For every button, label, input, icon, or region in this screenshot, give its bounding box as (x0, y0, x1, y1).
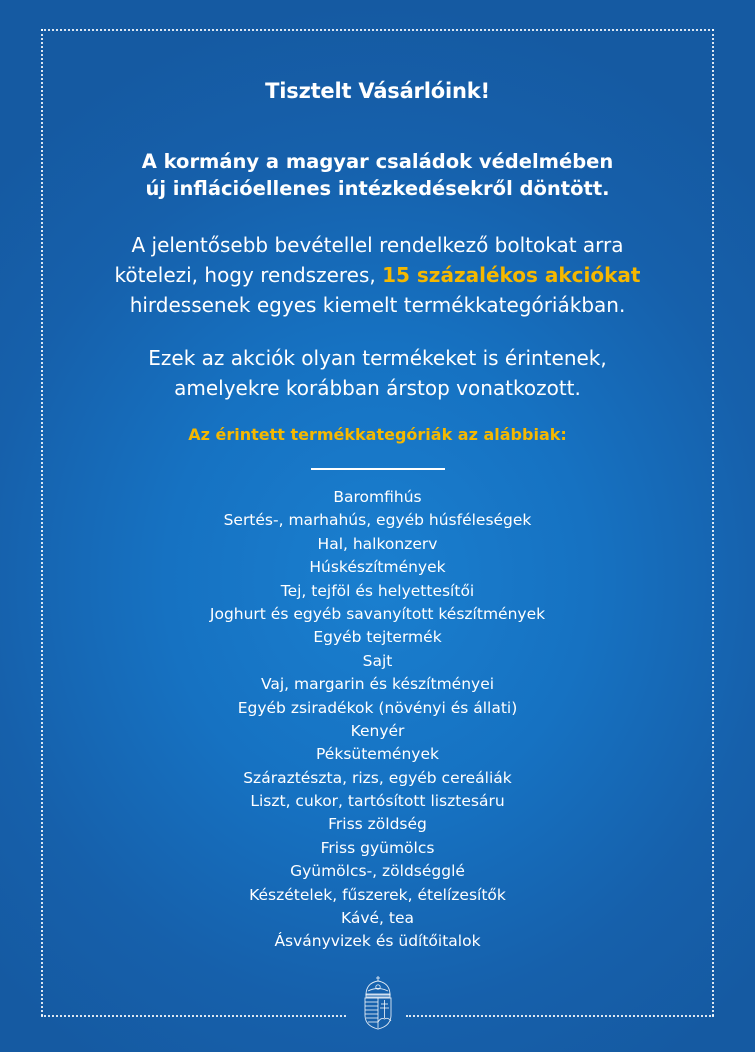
categories-title: Az érintett termékkategóriák az alábbiak: (188, 425, 567, 444)
hungarian-coat-of-arms-icon (360, 975, 396, 1031)
category-item: Tej, tejföl és helyettesítői (280, 581, 475, 600)
para1-line-3: hirdessenek egyes kiemelt termékkategóriákban. (129, 293, 626, 317)
dotted-frame-left (41, 29, 43, 1016)
para1-line-1: A jelentősebb bevétellel rendelkező boltokat arra (131, 233, 624, 257)
lead-line-1: A kormány a magyar családok védelmében (141, 150, 614, 173)
category-item: Száraztészta, rizs, egyéb cereáliák (243, 768, 512, 787)
lead-statement (60, 148, 695, 202)
category-item: Ásványvizek és üdítőitalok (274, 932, 481, 951)
para2-line-1: Ezek az akciók olyan termékeket is érintenek, (148, 346, 607, 370)
category-item: Sajt (362, 651, 393, 670)
lead-line-2: új inflációellenes intézkedésekről döntött. (145, 177, 610, 200)
greeting-heading: Tisztelt Vásárlóink! (265, 79, 490, 103)
category-item: Baromfihús (333, 488, 422, 506)
obligation-paragraph (60, 230, 695, 320)
dotted-frame-bottom-left (41, 1015, 346, 1017)
category-item: Sertés-, marhahús, egyéb húsféleségek (223, 511, 532, 530)
dotted-frame-right (712, 29, 714, 1016)
category-item: Vaj, margarin és készítményei (260, 675, 495, 694)
category-item: Péksütemények (316, 745, 439, 764)
category-item: Egyéb tejtermék (313, 628, 442, 647)
category-list (60, 486, 695, 954)
price-cap-paragraph (60, 343, 695, 403)
category-item: Egyéb zsiradékok (növényi és állati) (237, 698, 518, 717)
discount-highlight: 15 százalékos akciókat (382, 263, 641, 287)
section-divider (311, 468, 445, 470)
category-item: Készételek, fűszerek, ételízesítők (249, 885, 506, 904)
category-item: Húskészítmények (309, 558, 446, 577)
category-item: Friss gyümölcs (320, 838, 435, 857)
category-item: Joghurt és egyéb savanyított készítmények (209, 604, 546, 623)
category-item: Kávé, tea (340, 909, 415, 928)
category-item: Kenyér (350, 721, 405, 740)
para2-line-2: amelyekre korábban árstop vonatkozott. (174, 376, 581, 400)
para1-line-2-prefix: kötelezi, hogy rendszeres, (114, 263, 383, 287)
category-item: Gyümölcs-, zöldségglé (290, 862, 465, 881)
dotted-frame-top (41, 29, 714, 31)
category-item: Liszt, cukor, tartósított lisztesáru (250, 792, 505, 811)
para1-line-2 (60, 260, 695, 290)
category-item: Hal, halkonzerv (317, 534, 438, 553)
dotted-frame-bottom-right (406, 1015, 714, 1017)
category-item: Friss zöldség (328, 815, 427, 834)
